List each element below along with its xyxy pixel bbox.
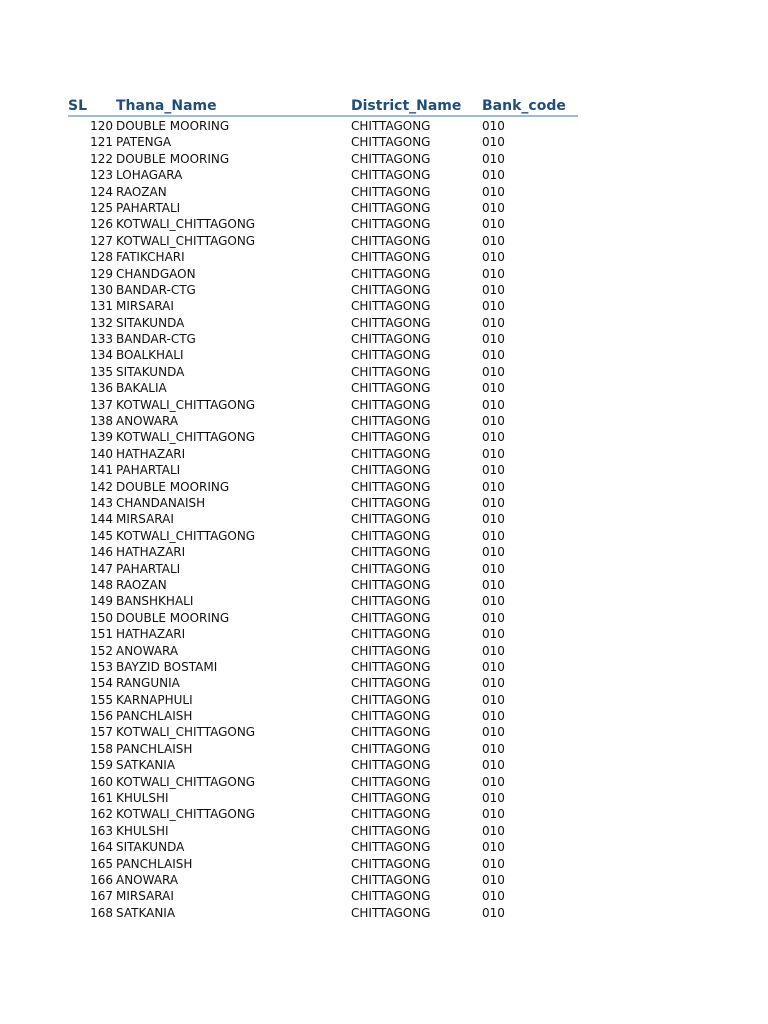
table-row [0,413,768,429]
sl-cell: 122 [90,151,113,166]
sl-cell: 131 [90,299,113,314]
thana-name-cell: PANCHLAISH [116,856,193,871]
table-row [0,298,768,314]
sl-cell: 139 [90,430,113,445]
district-name-cell: CHITTAGONG [351,807,431,822]
table-row [0,905,768,921]
sl-cell: 164 [90,840,113,855]
thana-name-cell: KOTWALI_CHITTAGONG [116,774,256,789]
table-row [0,741,768,757]
district-name-cell: CHITTAGONG [351,561,431,576]
bank-code-cell: 010 [482,266,505,281]
thana-name-cell: RAOZAN [116,577,167,592]
sl-cell: 162 [90,807,113,822]
table-row [0,626,768,642]
bank-code-cell: 010 [482,528,505,543]
table-row [0,479,768,495]
bank-code-cell: 010 [482,856,505,871]
table-row [0,610,768,626]
district-name-cell: CHITTAGONG [351,758,431,773]
thana-name-cell: KOTWALI_CHITTAGONG [116,725,256,740]
sl-cell: 148 [90,577,113,592]
bank-code-cell: 010 [482,807,505,822]
bank-code-cell: 010 [482,758,505,773]
table-row [0,347,768,363]
district-name-cell: CHITTAGONG [351,512,431,527]
thana-name-cell: DOUBLE MOORING [116,479,230,494]
district-name-cell: CHITTAGONG [351,233,431,248]
sl-cell: 143 [90,495,113,510]
thana-name-cell: SATKANIA [116,758,176,773]
table-row [0,233,768,249]
sl-cell: 142 [90,479,113,494]
bank-code-cell: 010 [482,495,505,510]
district-name-cell: CHITTAGONG [351,610,431,625]
sl-cell: 157 [90,725,113,740]
bank-code-cell: 010 [482,725,505,740]
district-name-cell: CHITTAGONG [351,446,431,461]
thana-name-cell: KOTWALI_CHITTAGONG [116,397,256,412]
thana-name-cell: PAHARTALI [116,200,181,215]
table-row [0,724,768,740]
sl-cell: 120 [90,119,113,133]
thana-name-cell: SATKANIA [116,905,176,920]
district-name-cell: CHITTAGONG [351,217,431,232]
sl-cell: 166 [90,872,113,887]
bank-code-cell: 010 [482,791,505,806]
sl-cell: 159 [90,758,113,773]
bank-code-cell: 010 [482,823,505,838]
table-row [0,167,768,183]
bank-code-cell: 010 [482,348,505,363]
district-name-cell: CHITTAGONG [351,299,431,314]
bank-code-cell: 010 [482,479,505,494]
table-row [0,675,768,691]
thana-name-cell: BOALKHALI [116,348,184,363]
bank-code-cell: 010 [482,233,505,248]
sl-cell: 154 [90,676,113,691]
thana-name-cell: KOTWALI_CHITTAGONG [116,807,256,822]
district-name-cell: CHITTAGONG [351,348,431,363]
sl-cell: 146 [90,545,113,560]
thana-name-cell: KARNAPHULI [116,692,193,707]
table-row [0,380,768,396]
thana-name-cell: RANGUNIA [116,676,180,691]
district-name-cell: CHITTAGONG [351,577,431,592]
bank-code-cell: 010 [482,119,505,133]
thana-name-cell: KOTWALI_CHITTAGONG [116,528,256,543]
district-name-cell: CHITTAGONG [351,872,431,887]
sl-cell: 151 [90,627,113,642]
table-row [0,757,768,773]
district-name-cell: CHITTAGONG [351,659,431,674]
district-name-cell: CHITTAGONG [351,676,431,691]
table-row [0,511,768,527]
district-name-cell: CHITTAGONG [351,430,431,445]
bank-code-cell: 010 [482,676,505,691]
bank-code-cell: 010 [482,414,505,429]
header-bank-code: Bank_code [482,98,566,114]
header-sl: SL [68,98,88,114]
district-name-cell: CHITTAGONG [351,856,431,871]
thana-name-cell: PATENGA [116,135,172,150]
table-row [0,495,768,511]
bank-code-cell: 010 [482,561,505,576]
district-name-cell: CHITTAGONG [351,119,431,133]
district-name-cell: CHITTAGONG [351,594,431,609]
bank-code-cell: 010 [482,315,505,330]
district-name-cell: CHITTAGONG [351,381,431,396]
district-name-cell: CHITTAGONG [351,200,431,215]
sl-cell: 155 [90,692,113,707]
sl-cell: 165 [90,856,113,871]
thana-name-cell: CHANDGAON [116,266,196,281]
district-name-cell: CHITTAGONG [351,397,431,412]
table-row [0,216,768,232]
sl-cell: 130 [90,282,113,297]
district-name-cell: CHITTAGONG [351,627,431,642]
district-name-cell: CHITTAGONG [351,495,431,510]
bank-code-cell: 010 [482,151,505,166]
table-row [0,331,768,347]
bank-code-cell: 010 [482,332,505,347]
table-row [0,561,768,577]
table-row [0,134,768,150]
bank-code-cell: 010 [482,299,505,314]
header-underline [68,115,578,117]
district-name-cell: CHITTAGONG [351,266,431,281]
district-name-cell: CHITTAGONG [351,282,431,297]
sl-cell: 132 [90,315,113,330]
thana-name-cell: FATIKCHARI [116,250,185,265]
table-row [0,790,768,806]
sl-cell: 156 [90,709,113,724]
bank-code-cell: 010 [482,397,505,412]
district-name-cell: CHITTAGONG [351,184,431,199]
district-name-cell: CHITTAGONG [351,479,431,494]
sl-cell: 160 [90,774,113,789]
district-name-cell: CHITTAGONG [351,151,431,166]
bank-code-cell: 010 [482,446,505,461]
district-name-cell: CHITTAGONG [351,725,431,740]
bank-code-cell: 010 [482,692,505,707]
table-row [0,528,768,544]
table-row [0,249,768,265]
thana-name-cell: BANDAR-CTG [116,282,196,297]
bank-code-cell: 010 [482,741,505,756]
bank-code-cell: 010 [482,250,505,265]
district-name-cell: CHITTAGONG [351,528,431,543]
thana-name-cell: HATHAZARI [116,545,186,560]
sl-cell: 135 [90,364,113,379]
table-row [0,872,768,888]
thana-name-cell: KOTWALI_CHITTAGONG [116,217,256,232]
thana-name-cell: ANOWARA [116,643,179,658]
sl-cell: 153 [90,659,113,674]
table-row [0,888,768,904]
thana-name-cell: HATHAZARI [116,627,186,642]
bank-code-cell: 010 [482,840,505,855]
sl-cell: 137 [90,397,113,412]
table-row [0,806,768,822]
sl-cell: 129 [90,266,113,281]
table-row [0,200,768,216]
thana-name-cell: DOUBLE MOORING [116,610,230,625]
bank-code-cell: 010 [482,594,505,609]
thana-name-cell: SITAKUNDA [116,840,185,855]
thana-name-cell: BANDAR-CTG [116,332,196,347]
bank-code-cell: 010 [482,512,505,527]
table-row [0,462,768,478]
table-row [0,708,768,724]
sl-cell: 133 [90,332,113,347]
thana-name-cell: CHANDANAISH [116,495,206,510]
table-header [0,96,768,116]
thana-name-cell: PANCHLAISH [116,709,193,724]
sl-cell: 167 [90,889,113,904]
bank-code-cell: 010 [482,168,505,183]
table-row [0,282,768,298]
bank-code-cell: 010 [482,889,505,904]
thana-name-cell: KOTWALI_CHITTAGONG [116,233,256,248]
table-body [0,118,768,921]
thana-name-cell: SITAKUNDA [116,364,185,379]
thana-name-cell: MIRSARAI [116,889,174,904]
bank-code-cell: 010 [482,905,505,920]
bank-code-cell: 010 [482,282,505,297]
district-name-cell: CHITTAGONG [351,463,431,478]
thana-name-cell: BAYZID BOSTAMI [116,659,218,674]
sl-cell: 121 [90,135,113,150]
sl-cell: 149 [90,594,113,609]
sl-cell: 136 [90,381,113,396]
bank-code-cell: 010 [482,135,505,150]
district-name-cell: CHITTAGONG [351,168,431,183]
table-row [0,364,768,380]
district-name-cell: CHITTAGONG [351,315,431,330]
table-row [0,118,768,134]
district-name-cell: CHITTAGONG [351,692,431,707]
district-name-cell: CHITTAGONG [351,905,431,920]
table-row [0,397,768,413]
district-name-cell: CHITTAGONG [351,709,431,724]
table-row [0,429,768,445]
sl-cell: 138 [90,414,113,429]
table-row [0,577,768,593]
thana-name-cell: LOHAGARA [116,168,183,183]
sl-cell: 152 [90,643,113,658]
table-row [0,544,768,560]
district-name-cell: CHITTAGONG [351,791,431,806]
thana-name-cell: DOUBLE MOORING [116,119,230,133]
district-name-cell: CHITTAGONG [351,545,431,560]
thana-name-cell: KHULSHI [116,823,169,838]
sl-cell: 168 [90,905,113,920]
table-row [0,692,768,708]
thana-name-cell: SITAKUNDA [116,315,185,330]
bank-code-cell: 010 [482,184,505,199]
bank-code-cell: 010 [482,430,505,445]
bank-code-cell: 010 [482,709,505,724]
thana-name-cell: PANCHLAISH [116,741,193,756]
sl-cell: 128 [90,250,113,265]
district-name-cell: CHITTAGONG [351,332,431,347]
sl-cell: 124 [90,184,113,199]
sl-cell: 150 [90,610,113,625]
district-name-cell: CHITTAGONG [351,889,431,904]
bank-code-cell: 010 [482,659,505,674]
header-thana-name: Thana_Name [116,98,217,114]
bank-code-cell: 010 [482,200,505,215]
bank-code-cell: 010 [482,627,505,642]
table-row [0,823,768,839]
district-name-cell: CHITTAGONG [351,250,431,265]
thana-name-cell: DOUBLE MOORING [116,151,230,166]
table-row [0,315,768,331]
district-name-cell: CHITTAGONG [351,774,431,789]
thana-name-cell: BANSHKHALI [116,594,194,609]
thana-name-cell: HATHAZARI [116,446,186,461]
sl-cell: 145 [90,528,113,543]
table-row [0,856,768,872]
header-district-name: District_Name [351,98,462,114]
bank-code-cell: 010 [482,217,505,232]
sl-cell: 161 [90,791,113,806]
sl-cell: 140 [90,446,113,461]
district-name-cell: CHITTAGONG [351,840,431,855]
sl-cell: 141 [90,463,113,478]
district-name-cell: CHITTAGONG [351,364,431,379]
thana-name-cell: KHULSHI [116,791,169,806]
bank-code-cell: 010 [482,774,505,789]
bank-code-cell: 010 [482,610,505,625]
table-row [0,659,768,675]
table-row [0,593,768,609]
sl-cell: 126 [90,217,113,232]
table-row [0,266,768,282]
thana-name-cell: BAKALIA [116,381,167,396]
sl-cell: 125 [90,200,113,215]
bank-code-cell: 010 [482,545,505,560]
thana-name-cell: MIRSARAI [116,512,174,527]
bank-code-cell: 010 [482,381,505,396]
table-row [0,643,768,659]
sl-cell: 134 [90,348,113,363]
bank-code-cell: 010 [482,463,505,478]
sl-cell: 147 [90,561,113,576]
thana-name-cell: RAOZAN [116,184,167,199]
table-row [0,184,768,200]
thana-name-cell: ANOWARA [116,872,179,887]
sl-cell: 163 [90,823,113,838]
sl-cell: 144 [90,512,113,527]
bank-code-cell: 010 [482,643,505,658]
thana-name-cell: PAHARTALI [116,463,181,478]
sl-cell: 127 [90,233,113,248]
district-name-cell: CHITTAGONG [351,643,431,658]
sl-cell: 158 [90,741,113,756]
thana-name-cell: MIRSARAI [116,299,174,314]
sl-cell: 123 [90,168,113,183]
table-row [0,151,768,167]
table-row [0,774,768,790]
thana-name-cell: PAHARTALI [116,561,181,576]
table-row [0,446,768,462]
district-name-cell: CHITTAGONG [351,414,431,429]
thana-name-cell: ANOWARA [116,414,179,429]
district-name-cell: CHITTAGONG [351,135,431,150]
bank-code-cell: 010 [482,872,505,887]
bank-code-cell: 010 [482,577,505,592]
bank-code-cell: 010 [482,364,505,379]
thana-name-cell: KOTWALI_CHITTAGONG [116,430,256,445]
district-name-cell: CHITTAGONG [351,741,431,756]
table-row [0,839,768,855]
district-name-cell: CHITTAGONG [351,823,431,838]
